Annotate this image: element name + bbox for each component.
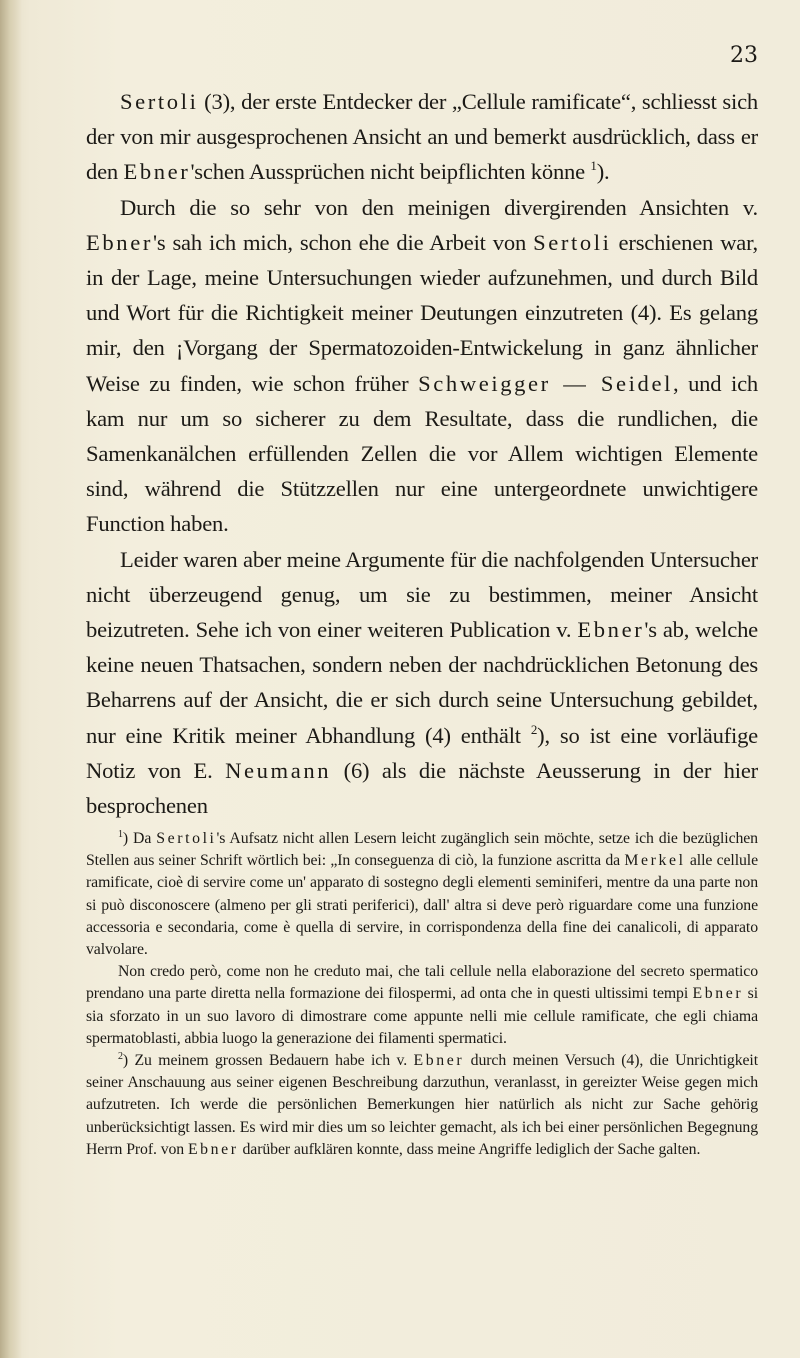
text-run: Durch die so sehr von den meinigen divergirenden Ansichten v.: [120, 194, 758, 220]
text-run: alle cellule ramificate, cioè di servire come un' apparato di sostegno degli elementi seminiferi, mentre da una parte non si può disconoscere (almeno per gli strati periferici), dall' altra si deve però riguardare come una funzione accessoria e secondaria, come è quella di servire, in corrispondenza della fine dei canalicoli, di apparato valvolare.: [86, 852, 759, 959]
text-run: ), so ist eine vorläufige Notiz von E.: [86, 722, 758, 783]
text-run: (6) als die nächste Aeusserung in der hier besprochenen: [86, 757, 758, 819]
text-run: 's Aufsatz nicht allen Lesern leicht zugänglich sein möchte, setze ich die bezüglichen Stellen aus seiner Schrift wörtlich bei: „In conseguenza di ciò, la funzione ascritta da: [86, 830, 758, 870]
text-run: ) Zu meinem grossen Bedauern habe ich v.: [122, 1052, 414, 1070]
text-run: erschienen war, in der Lage, meine Untersuchungen wieder aufzunehmen, und durch Bild und Wort für die Richtigkeit meiner Deutungen einzutreten (4). Es gelang mir, den ¡Vorgang der Spermatozoiden-Entwickelung in ganz ähnlicher Weise zu finden, wie schon früher: [86, 229, 759, 396]
author-name: Ebner: [86, 229, 153, 255]
paragraph: [86, 542, 758, 824]
footnote-marker: 2: [118, 1051, 123, 1063]
text-run: 's sah ich mich, schon ehe die Arbeit von: [152, 229, 534, 255]
author-name: Ebner: [187, 1140, 239, 1158]
paragraph: [86, 190, 758, 542]
author-name: Ebner: [692, 985, 744, 1003]
text-run: , und ich kam nur um so sicherer zu dem Resultate, dass die rundlichen, die Samenkanälchen erfüllenden Zellen die vor Allem wichtigen Elemente sind, während die Stützzellen nur eine untergeordnete unwichtigere Function haben.: [86, 370, 759, 537]
page-binding-edge: [0, 0, 22, 1358]
footnotes: [86, 828, 758, 1161]
footnote-marker: 1: [118, 829, 123, 840]
text-run: 'schen Aussprüchen nicht beipflichten könne: [190, 159, 591, 185]
text-run: Non credo però, come non he creduto mai, che tali cellule nella elaborazione del secreto spermatico prendano una parte diretta nella formazione dei filospermi, ad onta che in questi ultissimi tempi: [86, 963, 758, 1003]
paragraph: [86, 84, 758, 190]
footnote: [86, 961, 758, 1050]
author-name: Ebner: [577, 617, 645, 643]
author-name: Ebner: [413, 1052, 465, 1070]
main-text: [86, 84, 758, 823]
page-number: 23: [730, 43, 758, 68]
text-run: durch meinen Versuch (4), die Unrichtigkeit seiner Anschauung aus seiner eigenen Beschreibung darzuthun, veranlasst, in gereizter Weise gegen mich aufzutreten. Ich werde die persönlichen Bemerkungen hier natürlich als nicht zur Sache gehörig unberücksichtigt lassen. Es wird mir dies um so leichter gemacht, als ich bei einer persönlichen Begegnung Herrn Prof. von: [86, 1052, 758, 1158]
footnote-marker: 2: [530, 721, 538, 737]
text-run: ).: [596, 159, 610, 185]
text-run: darüber aufklären konnte, dass meine Angriffe lediglich der Sache galten.: [238, 1140, 701, 1158]
text-run: 's ab, welche keine neuen Thatsachen, sondern neben der nachdrücklichen Betonung des Beharrens auf der Ansicht, die er sich durch seine Untersuchung gebildet, nur eine Kritik meiner Abhandlung (4) enthält: [86, 617, 758, 748]
text-run: Leider waren aber meine Argumente für die nachfolgenden Untersucher nicht überzeugend genug, um sie zu bestimmen, meiner Ansicht beizutreten. Sehe ich von einer weiteren Publication v.: [86, 546, 758, 643]
author-name: Sertoli: [120, 89, 199, 114]
author-name: Schweigger — Seidel: [418, 370, 673, 396]
author-name: Ebner: [123, 159, 191, 185]
author-name: Merkel: [624, 852, 686, 870]
author-name: Sertoli: [533, 229, 612, 255]
footnote: [86, 828, 758, 961]
author-name: Neumann: [225, 757, 332, 783]
footnote-marker: 1: [590, 158, 597, 174]
footnote: [86, 1050, 758, 1161]
author-name: Sertoli: [156, 830, 217, 847]
text-run: si sia sforzato in un suo lavoro di dimostrare come appunte nelli mie cellule ramificate, che egli chiama spermatoblasti, abbia luogo la generazione dei filamenti spermatici.: [86, 985, 758, 1047]
text-run: (3), der erste Entdecker der „Cellule ramificate“, schliesst sich der von mir ausgesprochenen Ansicht an und bemerkt ausdrücklich, dass er den: [86, 89, 758, 185]
text-run: ) Da: [122, 830, 157, 847]
